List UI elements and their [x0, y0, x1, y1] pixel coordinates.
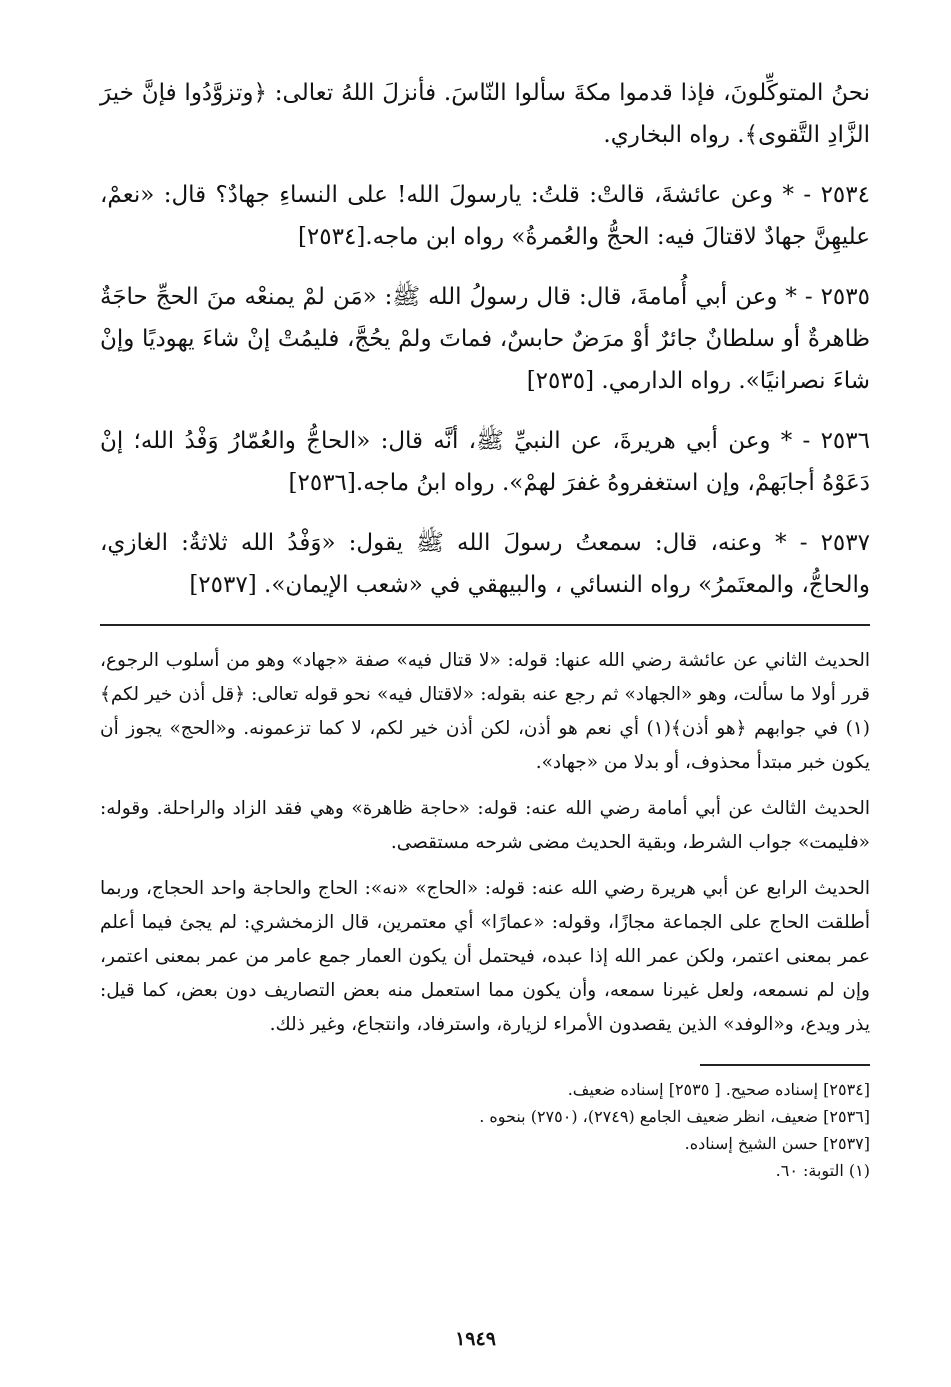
footnote: [٢٥٣٤] إسناده صحيح. [ ٢٥٣٥] إسناده ضعيف. — [567, 1080, 870, 1099]
footnote: [٢٥٣٧] حسن الشيخ إسناده. — [684, 1134, 870, 1153]
footnote: (١) التوبة: ٦٠. — [775, 1161, 870, 1180]
commentary-paragraph: الحديث الرابع عن أبي هريرة رضي الله عنه: قوله: «الحاج» «نه»: الحاج والحاجة واحد الحجاج، وربما أطلقت الحاج على الجماعة مجازًا، وقوله: «عمارًا» أي معتمرين، قال الزمخشري: لم يجئ فيما أعلم عمر بمعنى اعتمر، ولكن عمر الله إذا عبده، فيحتمل أن يكون العمار جمع عامر من عمر بمعنى اعتمر، وإن لم نسمعه، ولعل غيرنا سمعه، وأن يكون مما استعمل منه بعض التصاريف دون بعض، كما قيل: يذر ويدع، و«الوفد» الذين يقصدون الأمراء لزيارة، واسترفاد، وانتجاع، وغير ذلك. — [100, 878, 870, 1035]
footnotes — [100, 1076, 870, 1184]
hadith-text — [100, 72, 870, 606]
hadith-paragraph: ٢٥٣٥ - * وعن أبي أُمامةَ، قال: قال رسولُ الله ﷺ: «مَن لمْ يمنعْه منَ الحجِّ حاجَةٌ ظاهرةٌ أو سلطانٌ جائرٌ أوْ مرَضٌ حابسٌ، فماتَ ولمْ يحُجَّ، فليمُتْ إنْ شاءَ يهوديًا وإنْ شاءَ نصرانيًا». رواه الدارمي. [٢٥٣٥] — [100, 284, 870, 394]
commentary-paragraph: الحديث الثالث عن أبي أمامة رضي الله عنه: قوله: «حاجة ظاهرة» وهي فقد الزاد والراحلة. وقوله: «فليمت» جواب الشرط، وبقية الحديث مضى شرحه مستقصى. — [100, 798, 870, 853]
commentary — [100, 644, 870, 1042]
section-divider — [100, 624, 870, 626]
hadith-paragraph: ٢٥٣٧ - * وعنه، قال: سمعتُ رسولَ الله ﷺ يقول: «وَفْدُ الله ثلاثةٌ: الغازي، والحاجُّ، والمعتَمرُ» رواه النسائي ، والبيهقي في «شعب الإيمان». [٢٥٣٧] — [100, 530, 870, 598]
commentary-paragraph: الحديث الثاني عن عائشة رضي الله عنها: قوله: «لا قتال فيه» صفة «جهاد» وهو من أسلوب الرجوع، قرر أولا ما سألت، وهو «الجهاد» ثم رجع عنه بقوله: «لاقتال فيه» نحو قوله تعالى: ﴿قل أذن خير لكم﴾(١) في جوابهم ﴿هو أذن﴾(١) أي نعم هو أذن، لكن أذن خير لكم، لا كما تزعمونه. و«الحج» يجوز أن يكون خبر مبتدأ محذوف، أو بدلا من «جهاد». — [100, 650, 870, 773]
hadith-paragraph: ٢٥٣٦ - * وعن أبي هريرةَ، عن النبيِّ ﷺ، أنَّه قال: «الحاجُّ والعُمّارُ وَفْدُ الله؛ إنْ دَعَوْهُ أجابَهمْ، وإن استغفروهُ غفرَ لهمْ». رواه ابنُ ماجه.[٢٥٣٦] — [100, 428, 870, 496]
footnote-divider — [700, 1064, 870, 1066]
page-number: ١٩٤٩ — [455, 1328, 496, 1350]
hadith-paragraph: نحنُ المتوكِّلونَ، فإذا قدموا مكةَ سألوا النّاسَ. فأنزلَ اللهُ تعالى: ﴿وتزوَّدُوا فإنَّ خيرَ الزَّادِ التَّقوى﴾. رواه البخاري. — [100, 80, 870, 148]
hadith-paragraph: ٢٥٣٤ - * وعن عائشةَ، قالتْ: قلتُ: يارسولَ الله! على النساءِ جهادٌ؟ قال: «نعمْ، عليهِنَّ جهادٌ لاقتالَ فيه: الحجُّ والعُمرةُ» رواه ابن ماجه.[٢٥٣٤] — [100, 182, 870, 250]
footnote: [٢٥٣٦] ضعيف، انظر ضعيف الجامع (٢٧٤٩)، (٢٧٥٠) بنحوه . — [479, 1107, 870, 1126]
page-body — [100, 72, 870, 1184]
